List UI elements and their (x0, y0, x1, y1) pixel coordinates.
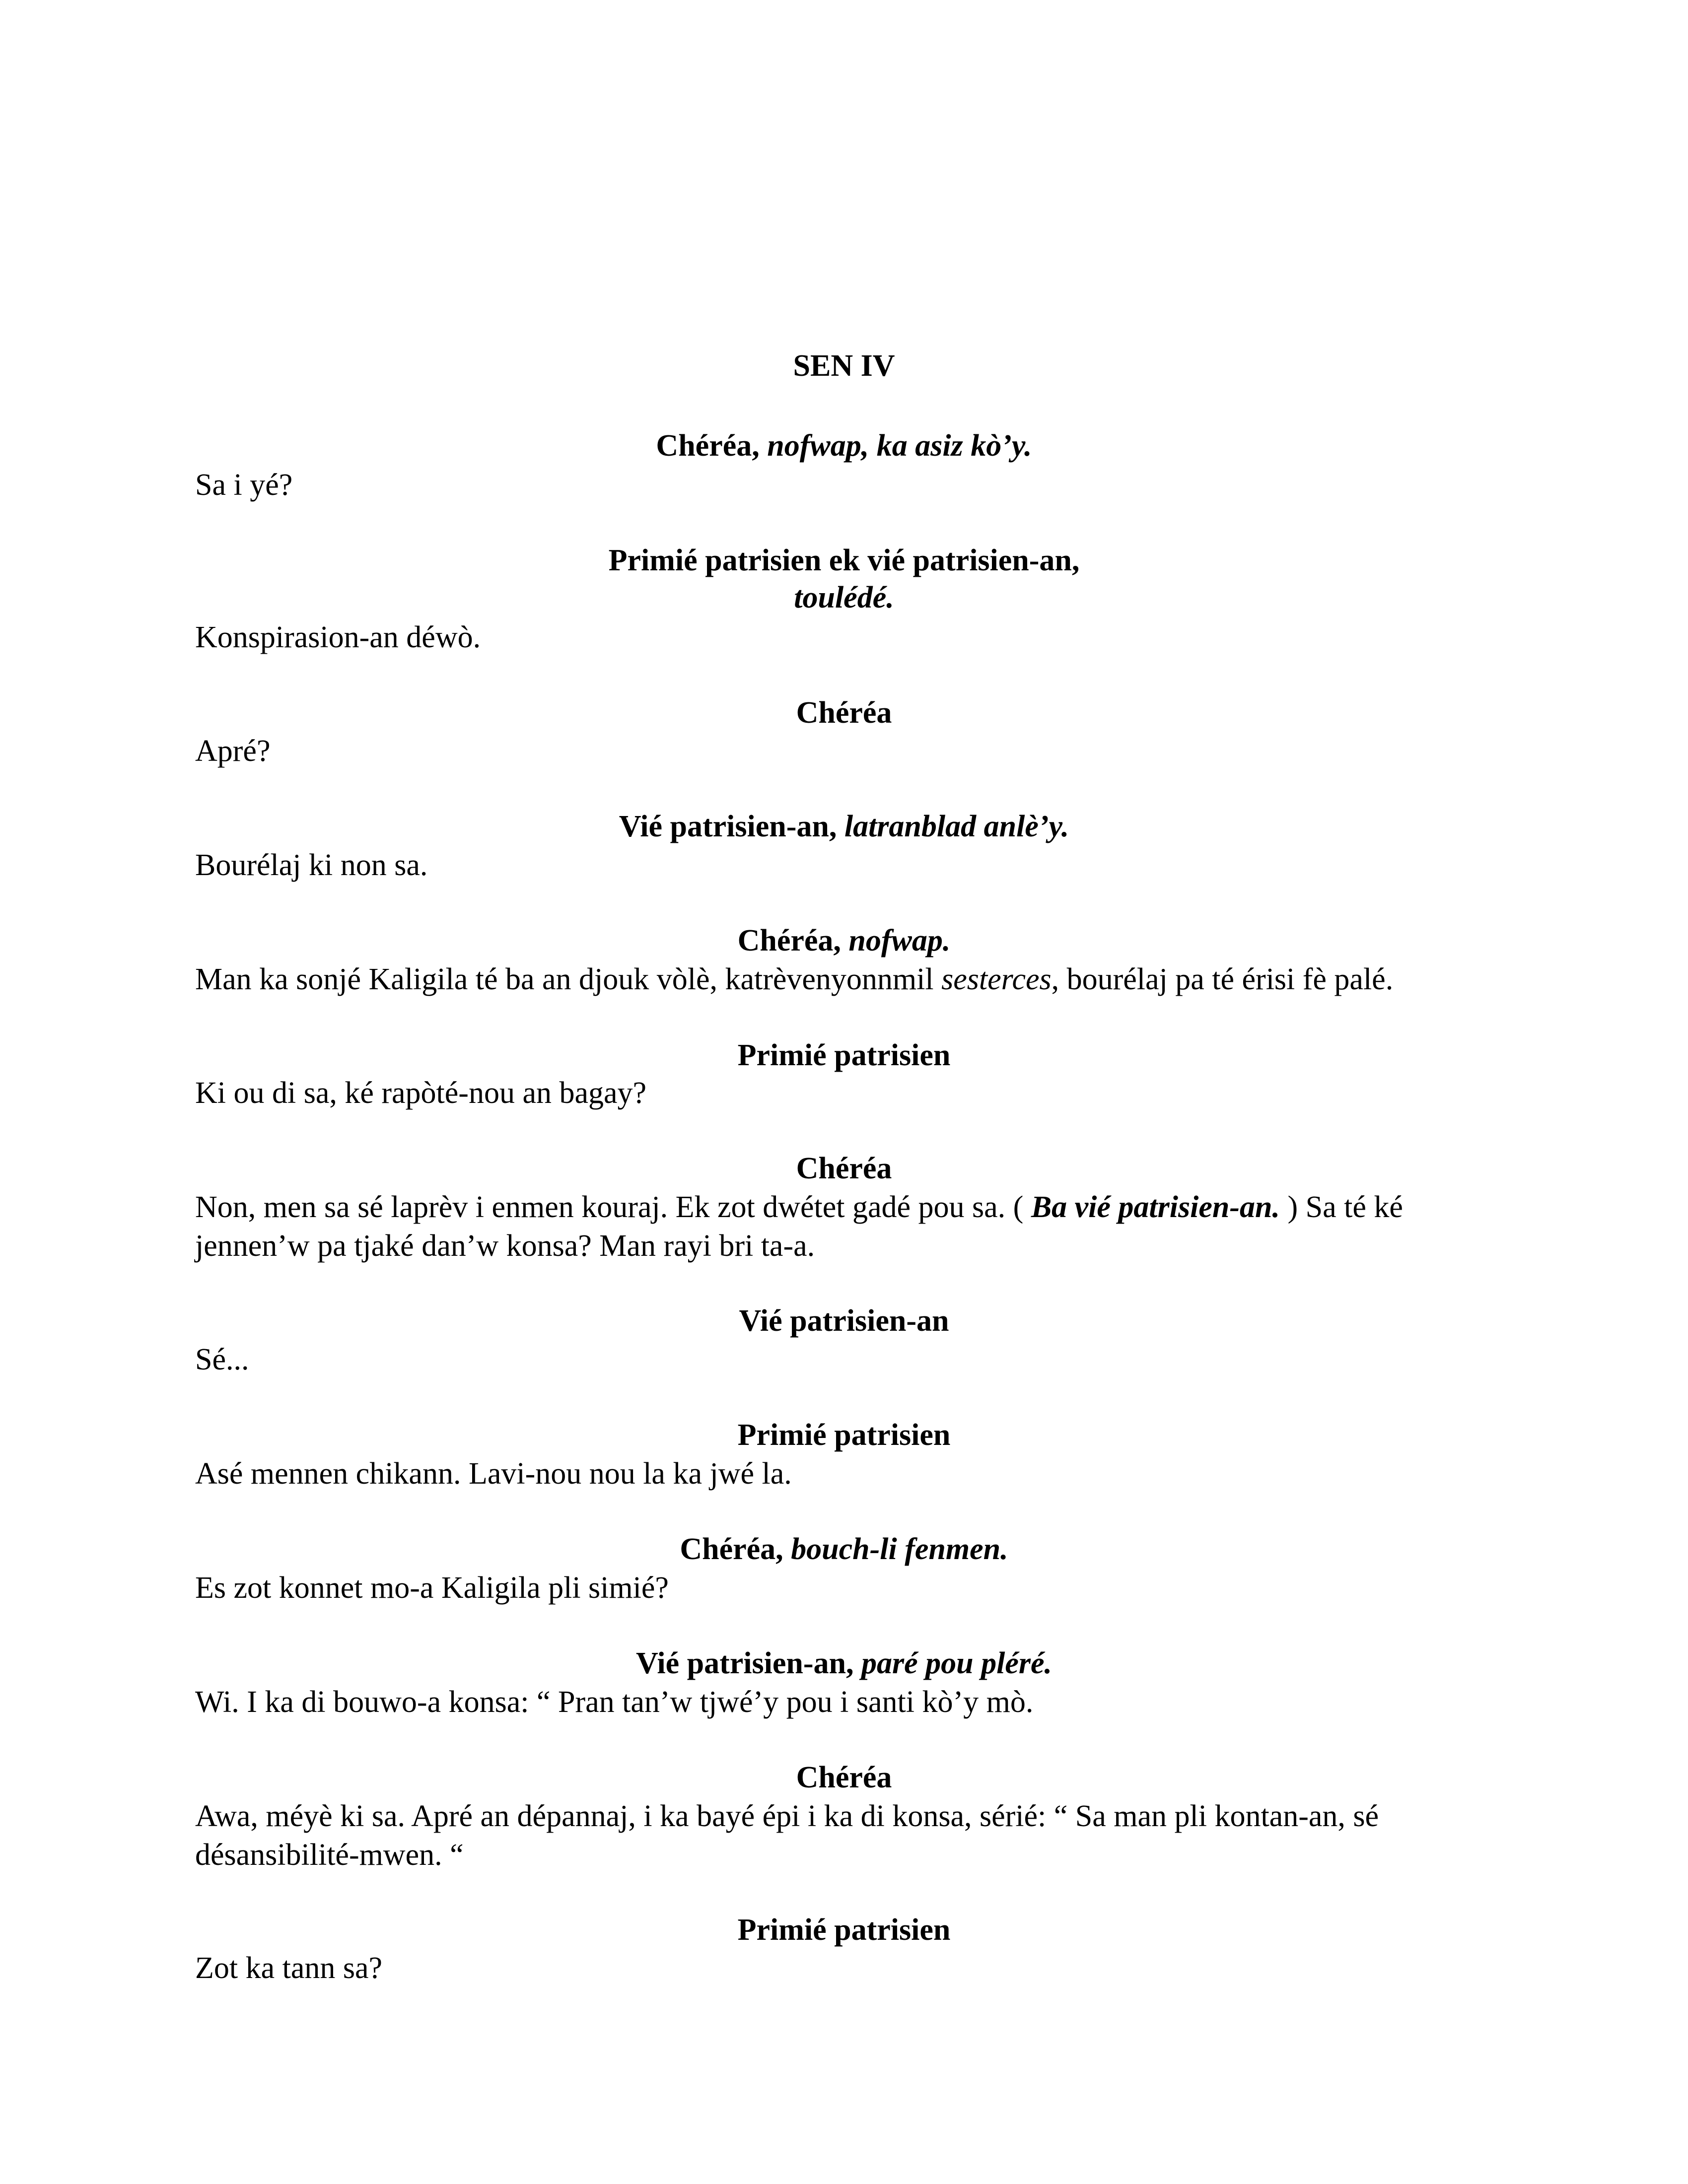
dialogue-line: Es zot konnet mo-a Kaligila pli simié? (195, 1571, 669, 1605)
dialogue-line: Sa i yé? (195, 468, 293, 502)
dialogue-line: Non, men sa sé laprèv i enmen kouraj. Ek zot dwétet gadé pou sa. ( Ba vié patrisien-an. ) Sa té ké jennen’w pa tjaké dan’w konsa? Man rayi bri ta-a. (195, 1190, 1403, 1263)
speaker-heading: Primié patrisien (737, 1913, 951, 1947)
dialogue-line: Man ka sonjé Kaligila té ba an djouk vòlè, katrèvenyonnmil sesterces, bourélaj pa té érisi fè palé. (195, 962, 1394, 996)
dialogue-line: Asé mennen chikann. Lavi-nou nou la ka jwé la. (195, 1457, 792, 1491)
speaker-heading (0, 1644, 1688, 1682)
stage-direction: nofwap. (848, 924, 951, 957)
dialogue-line: Wi. I ka di bouwo-a konsa: “ Pran tan’w tjwé’y pou i santi kò’y mò. (195, 1685, 1034, 1719)
scene-title: SEN IV (793, 349, 895, 383)
stage-direction: paré pou pléré. (861, 1646, 1053, 1680)
speaker-name: Chéréa, (656, 429, 760, 463)
speaker-name: Vié patrisien-an, (635, 1646, 854, 1680)
speaker-heading: Chéréa (796, 1761, 892, 1794)
speaker-heading (0, 1530, 1688, 1568)
speaker-heading: Primié patrisien ek vié patrisien-an, (608, 544, 1080, 577)
speaker-heading: Chéréa (796, 1152, 892, 1185)
speaker-name: Vié patrisien-an, (619, 810, 837, 843)
dialogue-line: Apré? (195, 734, 271, 768)
speaker-heading (0, 427, 1688, 465)
dialogue-line: Konspirasion-an déwò. (195, 620, 481, 654)
dialogue-line: Sé... (195, 1343, 249, 1376)
dialogue-line: Awa, méyè ki sa. Apré an dépannaj, i ka bayé épi i ka di konsa, sérié: “ Sa man pli kontan-an, sé désansibilité-mwen. “ (195, 1799, 1379, 1872)
stage-direction: latranblad anlè’y. (844, 810, 1069, 843)
stage-direction: toulédé. (794, 581, 894, 614)
speaker-heading (0, 808, 1688, 845)
dialogue-line: Ki ou di sa, ké rapòté-nou an bagay? (195, 1076, 647, 1110)
speaker-heading: Vié patrisien-an (739, 1304, 949, 1338)
stage-direction: nofwap, ka asiz kò’y. (767, 429, 1032, 463)
speaker-heading: Primié patrisien (737, 1038, 951, 1072)
speaker-heading: Primié patrisien (737, 1418, 951, 1452)
speaker-heading: Chéréa (796, 696, 892, 730)
dialogue-line: Bourélaj ki non sa. (195, 848, 428, 882)
stage-direction: bouch-li fenmen. (791, 1532, 1008, 1566)
speaker-name: Chéréa, (680, 1532, 783, 1566)
speaker-heading (0, 922, 1688, 959)
speaker-name: Chéréa, (737, 924, 841, 957)
dialogue-line: Zot ka tann sa? (195, 1951, 383, 1985)
